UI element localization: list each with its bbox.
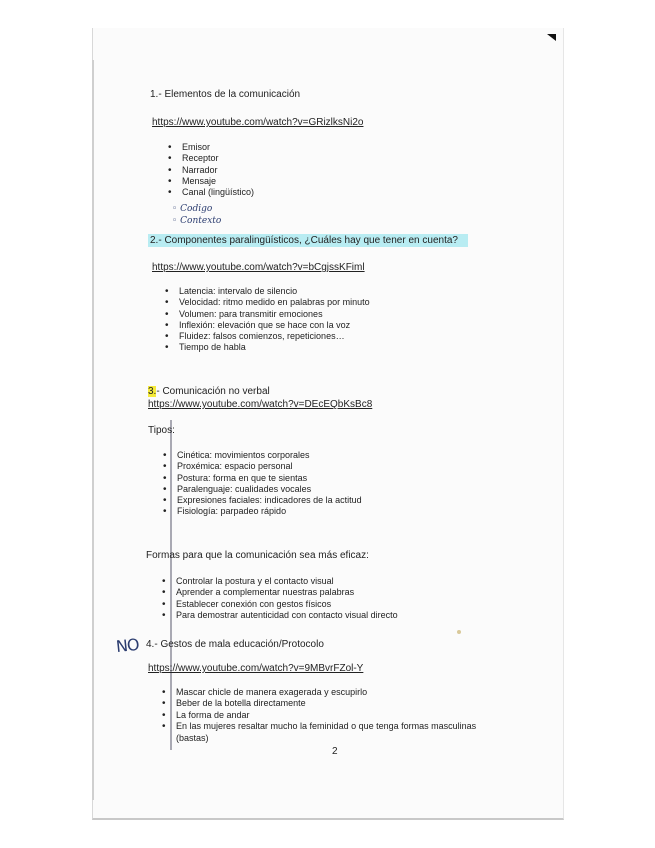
section1-list: [168, 142, 254, 198]
list-item: • Controlar la postura y el contacto visual: [162, 576, 398, 587]
paper-left-edge: [92, 60, 94, 800]
list-item: • Proxémica: espacio personal: [163, 461, 362, 472]
list-item: • Volumen: para transmitir emociones: [165, 309, 370, 320]
ink-speck: [457, 630, 461, 634]
list-item: • Cinética: movimientos corporales: [163, 450, 362, 461]
section4-title: 4.- Gestos de mala educación/Protocolo: [146, 639, 324, 650]
section3-number: 3.: [148, 386, 157, 397]
list-item: • Beber de la botella directamente: [162, 698, 476, 709]
section2-link[interactable]: https://www.youtube.com/watch?v=bCgjssKFiml: [152, 262, 365, 273]
section3-title-text: - Comunicación no verbal: [156, 386, 270, 397]
list-item: • Latencia: intervalo de silencio: [165, 286, 370, 297]
list-item: • Emisor: [168, 142, 254, 153]
list-item: • Receptor: [168, 153, 254, 164]
tipos-list: [163, 450, 362, 518]
formas-label: Formas para que la comunicación sea más eficaz:: [146, 550, 369, 561]
page-number: 2: [332, 746, 338, 757]
list-item: • Expresiones faciales: indicadores de la actitud: [163, 495, 362, 506]
list-item: • Velocidad: ritmo medido en palabras por minuto: [165, 297, 370, 308]
handwritten-note-codigo: ◦ Codigo: [172, 204, 213, 214]
handwritten-note-contexto: ◦ Contexto: [172, 216, 222, 226]
section2-list: [165, 286, 370, 354]
list-item: • Postura: forma en que te sientas: [163, 473, 362, 484]
section3-link[interactable]: https://www.youtube.com/watch?v=DEcEQbKsBc8: [148, 399, 373, 410]
section2-title-text: 2.- Componentes paralingüísticos, ¿Cuáles hay que tener en cuenta?: [148, 234, 468, 247]
list-item: • Narrador: [168, 165, 254, 176]
handwritten-dot: ◦: [172, 216, 181, 226]
section4-link[interactable]: https://www.youtube.com/watch?v=9MBvrFZol-Y: [148, 663, 364, 674]
list-item: • En las mujeres resaltar mucho la feminidad o que tenga formas masculinas: [162, 721, 476, 732]
list-item: • Para demostrar autenticidad con contacto visual directo: [162, 610, 398, 621]
list-item: • La forma de andar: [162, 710, 476, 721]
list-item: • Inflexión: elevación que se hace con la voz: [165, 320, 370, 331]
corner-mark: [547, 34, 556, 41]
formas-list: [162, 576, 398, 621]
section1-title: 1.- Elementos de la comunicación: [150, 89, 301, 100]
list-item: • Paralenguaje: cualidades vocales: [163, 484, 362, 495]
list-item: • Fisiología: parpadeo rápido: [163, 506, 362, 517]
list-item: • Mascar chicle de manera exagerada y escupirlo: [162, 687, 476, 698]
list-item: • Canal (lingüístico): [168, 187, 254, 198]
section4-continuation: (bastas): [176, 733, 209, 743]
handwritten-dot: ◦: [172, 204, 181, 214]
list-item: • Aprender a complementar nuestras palabras: [162, 587, 398, 598]
section3-title: [148, 385, 270, 398]
section2-title: [148, 234, 468, 247]
list-item: • Fluidez: falsos comienzos, repeticiones…: [165, 331, 370, 342]
section1-link[interactable]: https://www.youtube.com/watch?v=GRizlksNi2o: [152, 117, 364, 128]
handwritten-no-annotation: NO: [115, 634, 140, 657]
list-item: • Tiempo de habla: [165, 342, 370, 353]
tipos-label: Tipos:: [148, 425, 175, 436]
list-item: • Establecer conexión con gestos físicos: [162, 599, 398, 610]
list-item: • Mensaje: [168, 176, 254, 187]
section4-list: [162, 687, 476, 732]
